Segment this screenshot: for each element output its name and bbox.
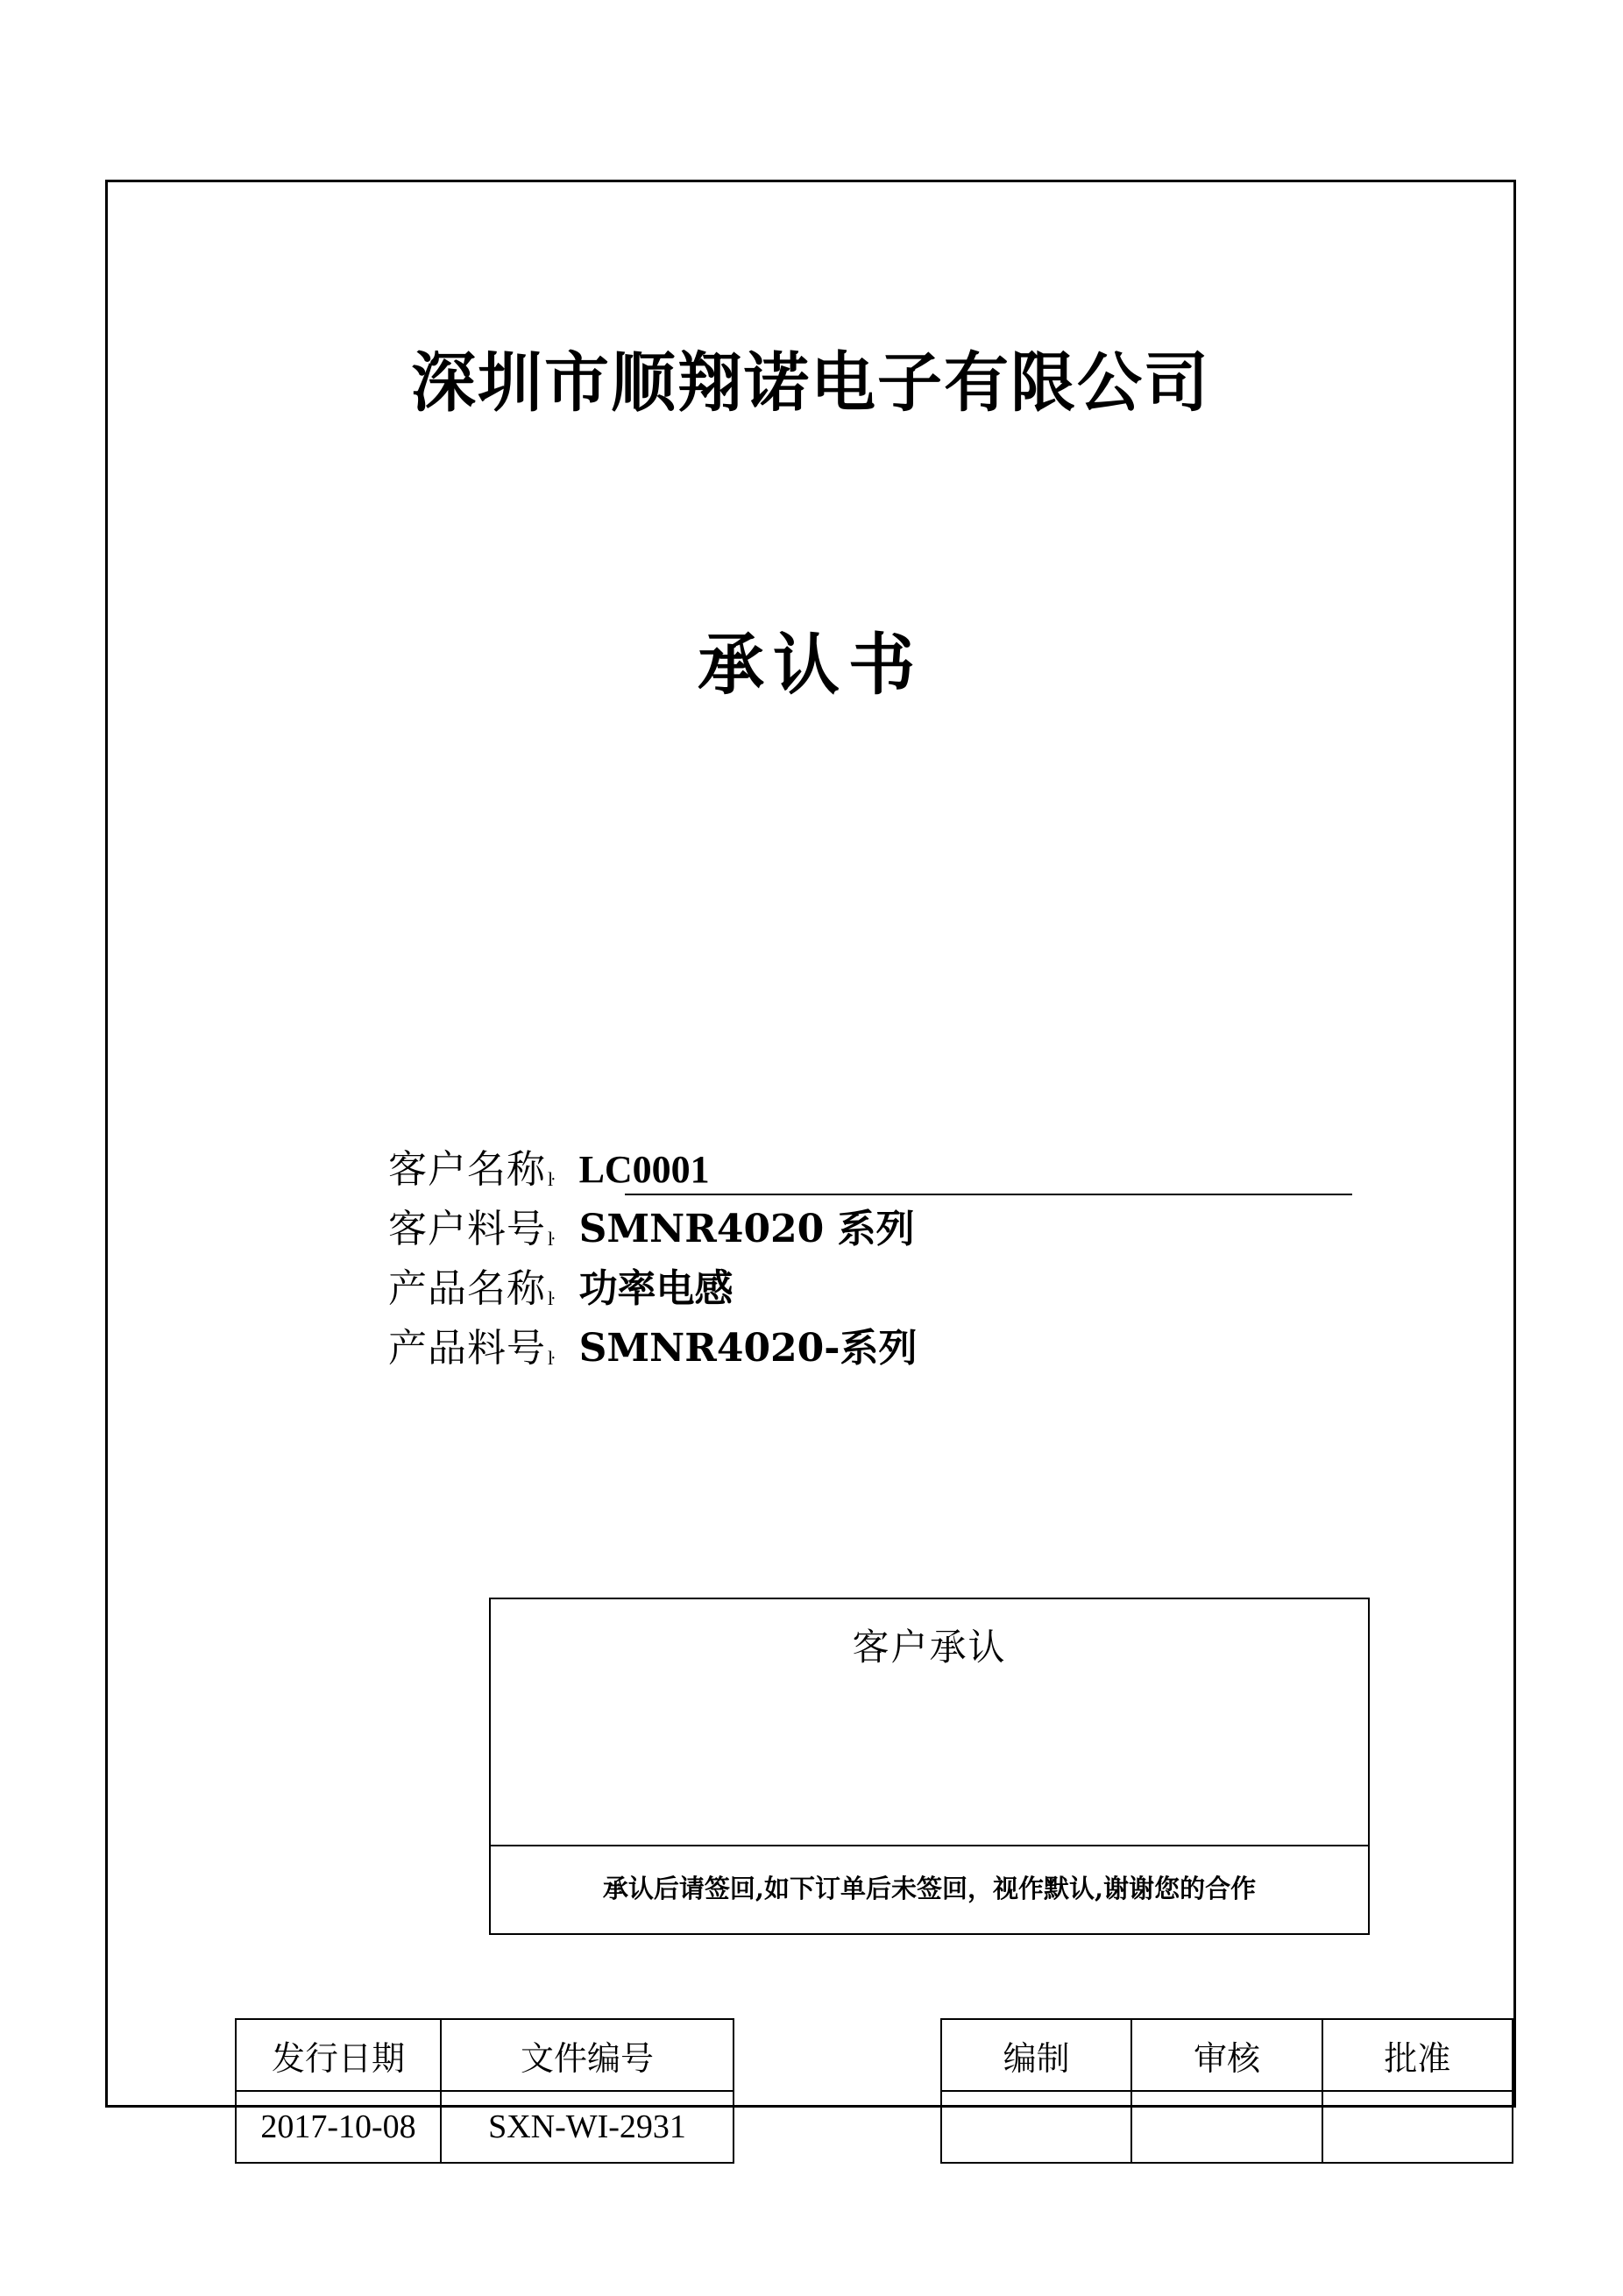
field-marker-customer-name: ŀ [548, 1168, 555, 1190]
prepared-by-value [941, 2091, 1131, 2163]
issue-info-table [235, 2018, 734, 2164]
field-marker-product-name: ŀ [548, 1287, 555, 1309]
signoff-table [940, 2018, 1513, 2164]
acknowledgement-divider [491, 1845, 1368, 1846]
field-label-customer-part-number: 客户料号 [388, 1207, 546, 1251]
customer-acknowledgement-title: 客户承认 [852, 1626, 1007, 1669]
approved-by-value [1322, 2091, 1513, 2163]
table-row [236, 2019, 734, 2091]
prepared-by-header: 编制 [941, 2019, 1131, 2091]
field-list [388, 1137, 1352, 1376]
field-marker-product-part-number: ŀ [548, 1347, 555, 1369]
table-row [941, 2019, 1513, 2091]
field-label-product-name: 产品名称 [388, 1266, 546, 1311]
field-marker-customer-part-number: ŀ [548, 1228, 555, 1250]
customer-acknowledgement-box [489, 1598, 1370, 1935]
field-value-customer-part-number: SMNR4020 系列 [578, 1207, 915, 1251]
customer-acknowledgement-note: 承认后请签回,如下订单后未签回，视作默认,谢谢您的合作 [602, 1874, 1257, 1903]
field-row-customer-name [388, 1137, 1352, 1197]
approved-by-header: 批准 [1322, 2019, 1513, 2091]
document-number-header: 文件编号 [441, 2019, 734, 2091]
document-number-value: SXN-WI-2931 [441, 2091, 734, 2163]
reviewed-by-header: 审核 [1131, 2019, 1322, 2091]
company-name-title: 深圳市顺翔诺电子有限公司 [411, 345, 1210, 421]
document-type-title: 承认书 [698, 626, 924, 704]
issue-date-header: 发行日期 [236, 2019, 441, 2091]
field-value-customer-name: LC0001 [578, 1148, 710, 1191]
field-value-product-name: 功率电感 [578, 1266, 734, 1311]
field-label-product-part-number: 产品料号 [388, 1326, 546, 1371]
field-row-customer-part-number [388, 1197, 1352, 1257]
field-value-product-part-number: SMNR4020-系列 [578, 1326, 918, 1371]
reviewed-by-value [1131, 2091, 1322, 2163]
field-label-customer-name: 客户名称 [388, 1147, 546, 1192]
table-row [941, 2091, 1513, 2163]
table-row [236, 2091, 734, 2163]
field-row-product-name [388, 1257, 1352, 1316]
document-border-frame [105, 180, 1516, 2145]
issue-date-value: 2017-10-08 [236, 2091, 441, 2163]
field-row-product-part-number [388, 1316, 1352, 1376]
